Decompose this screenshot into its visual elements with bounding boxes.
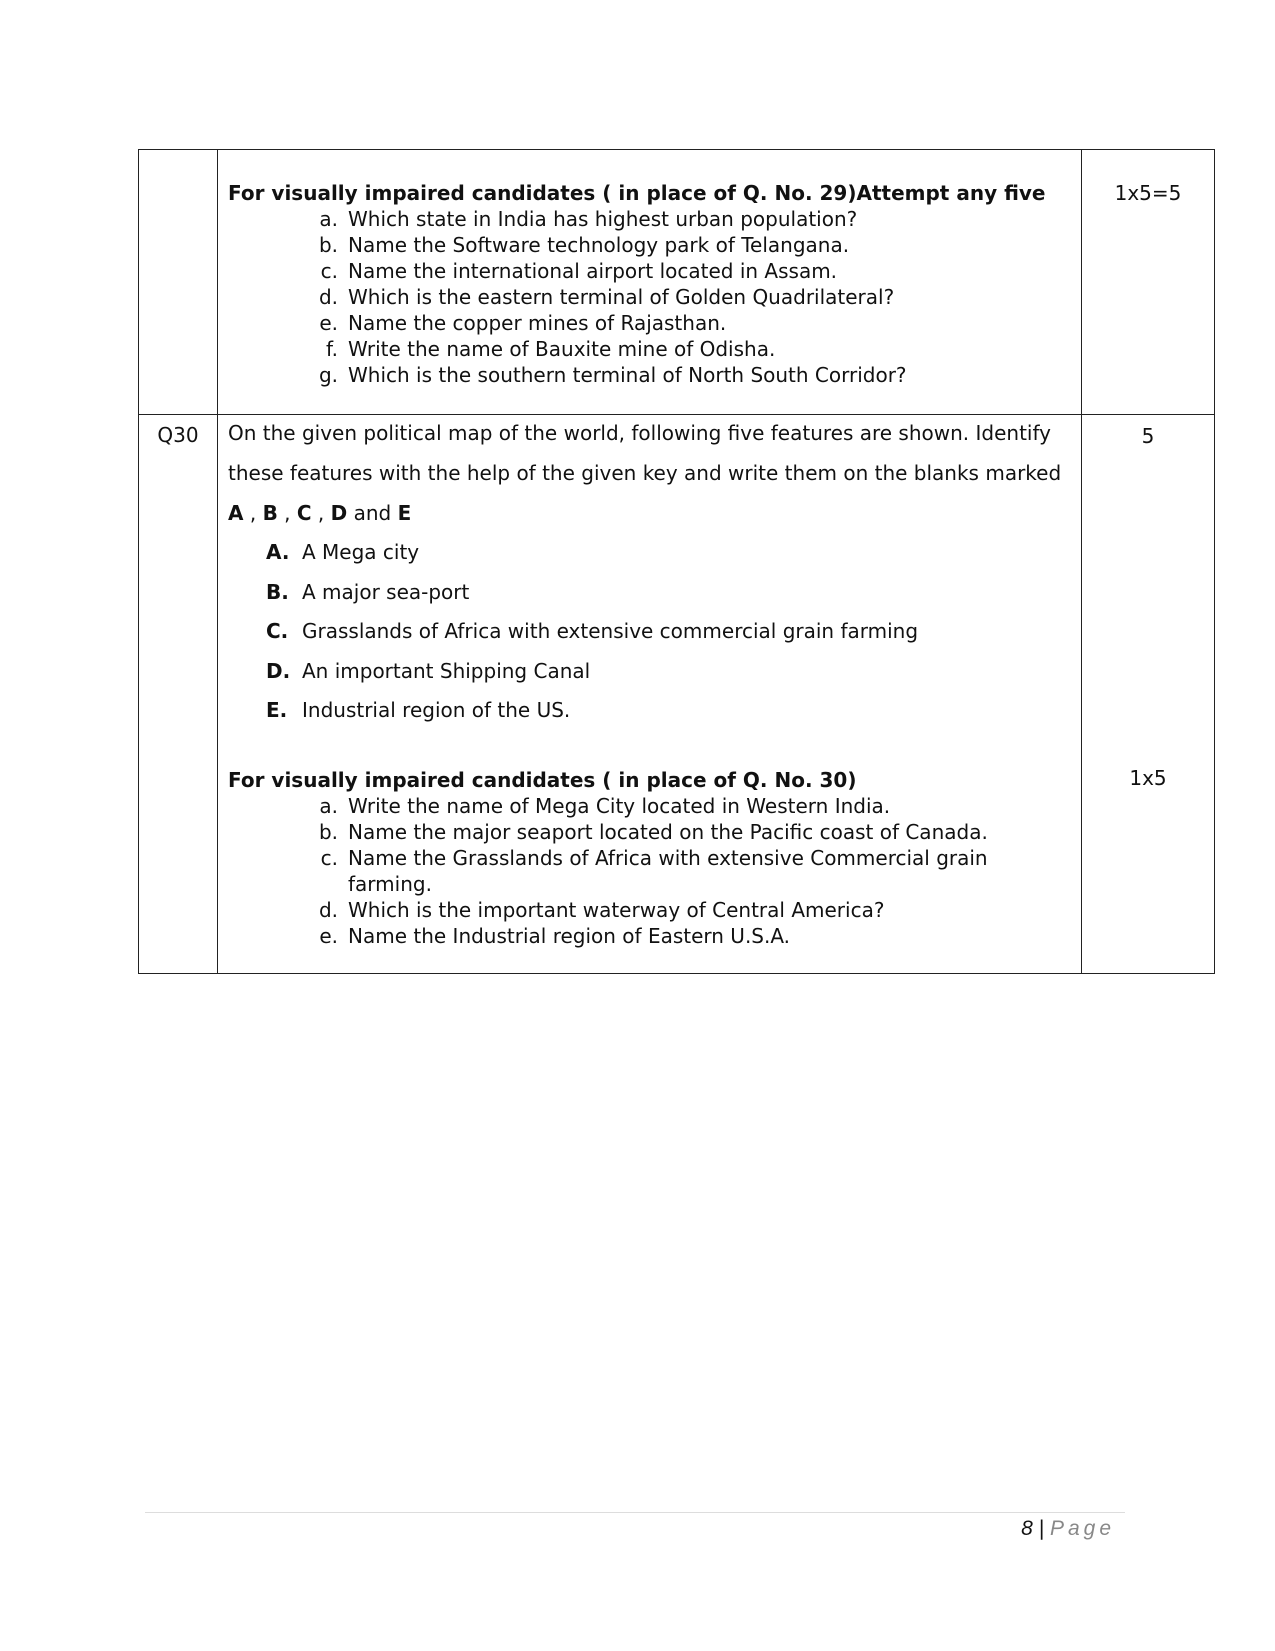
item-letter: c.: [320, 845, 338, 870]
item-text: Name the Industrial region of Eastern U.S.A.: [348, 923, 791, 948]
item-text: Name the copper mines of Rajasthan.: [348, 311, 727, 335]
option-text: Grasslands of Africa with extensive commercial grain farming: [302, 619, 919, 643]
option-letter: D.: [266, 658, 291, 683]
option-letter: A.: [266, 540, 290, 564]
footer-separator: |: [1038, 1517, 1045, 1540]
sub-question: [228, 819, 1071, 845]
item-letter: c.: [320, 259, 338, 283]
question-content-cell: [218, 415, 1082, 974]
sub-question: [228, 258, 1071, 284]
sub-question-list: [228, 206, 1071, 388]
question-number-cell: [139, 150, 218, 415]
item-letter: e.: [319, 311, 338, 335]
sub-question: [228, 310, 1071, 336]
vi-heading: For visually impaired candidates ( in place of Q. No. 29)Attempt any five: [228, 181, 1046, 205]
item-letter: b.: [318, 819, 338, 844]
option-item: [266, 573, 1071, 613]
item-letter: b.: [318, 233, 338, 257]
question-content-cell: [218, 150, 1082, 415]
option-list: [228, 533, 1071, 731]
item-letter: a.: [319, 793, 338, 818]
item-text: Which state in India has highest urban population?: [348, 207, 858, 231]
sub-question: [228, 206, 1071, 232]
item-letter: f.: [326, 337, 338, 361]
option-text: A Mega city: [302, 540, 420, 564]
table-row: [139, 150, 1215, 415]
sub-question: [228, 793, 1071, 819]
table-row: [139, 415, 1215, 974]
item-text: Name the Grasslands of Africa with extensive Commercial grain farming.: [348, 845, 988, 896]
page-footer: [1021, 1517, 1115, 1541]
sub-question: [228, 897, 1071, 923]
option-text: Industrial region of the US.: [302, 698, 571, 722]
vi-marks: 1x5: [1129, 766, 1167, 790]
option-letter: E.: [266, 698, 288, 722]
sub-question: [228, 845, 1071, 897]
sub-question: [228, 362, 1071, 388]
page-number: 8: [1021, 1517, 1033, 1540]
option-item: [266, 691, 1071, 731]
option-item: [266, 612, 1071, 652]
item-text: Name the international airport located in Assam.: [348, 259, 838, 283]
item-text: Name the Software technology park of Telangana.: [348, 233, 850, 257]
option-letter: B.: [266, 579, 289, 604]
question-text-marked: A , B , C , D and E: [228, 501, 412, 525]
item-letter: d.: [318, 285, 338, 309]
marks-cell: [1082, 150, 1215, 415]
marks: 1x5=5: [1114, 181, 1182, 205]
marks: 5: [1141, 424, 1155, 448]
question-number-cell: [139, 415, 218, 974]
item-text: Write the name of Mega City located in Western India.: [348, 793, 891, 818]
question-text: these features with the help of the given key and write them on the blanks marked: [228, 461, 1062, 485]
option-text: A major sea-port: [302, 579, 470, 604]
page-label: Page: [1049, 1517, 1115, 1540]
item-text: Write the name of Bauxite mine of Odisha.: [348, 337, 776, 361]
item-letter: a.: [319, 207, 338, 231]
footer-divider: [145, 1512, 1125, 1513]
marks-cell: [1082, 415, 1215, 974]
item-letter: d.: [318, 897, 338, 922]
sub-question-list: [228, 793, 1071, 973]
item-text: Which is the important waterway of Central America?: [348, 897, 885, 922]
question-text: On the given political map of the world, following five features are shown. Identify: [228, 421, 1052, 445]
option-item: [266, 652, 1071, 692]
sub-question: [228, 284, 1071, 310]
item-letter: g.: [318, 363, 338, 387]
vi-heading: For visually impaired candidates ( in place of Q. No. 30): [228, 767, 857, 792]
sub-question: [228, 232, 1071, 258]
sub-question: [228, 923, 1071, 949]
option-item: [266, 533, 1071, 573]
question-number: Q30: [157, 423, 199, 447]
option-letter: C.: [266, 619, 289, 643]
item-text: Which is the eastern terminal of Golden Quadrilateral?: [348, 285, 895, 309]
sub-question: [228, 336, 1071, 362]
question-table: [138, 149, 1215, 974]
item-letter: e.: [319, 923, 338, 948]
item-text: Which is the southern terminal of North South Corridor?: [348, 363, 907, 387]
option-text: An important Shipping Canal: [302, 658, 591, 683]
item-text: Name the major seaport located on the Pacific coast of Canada.: [348, 819, 988, 844]
